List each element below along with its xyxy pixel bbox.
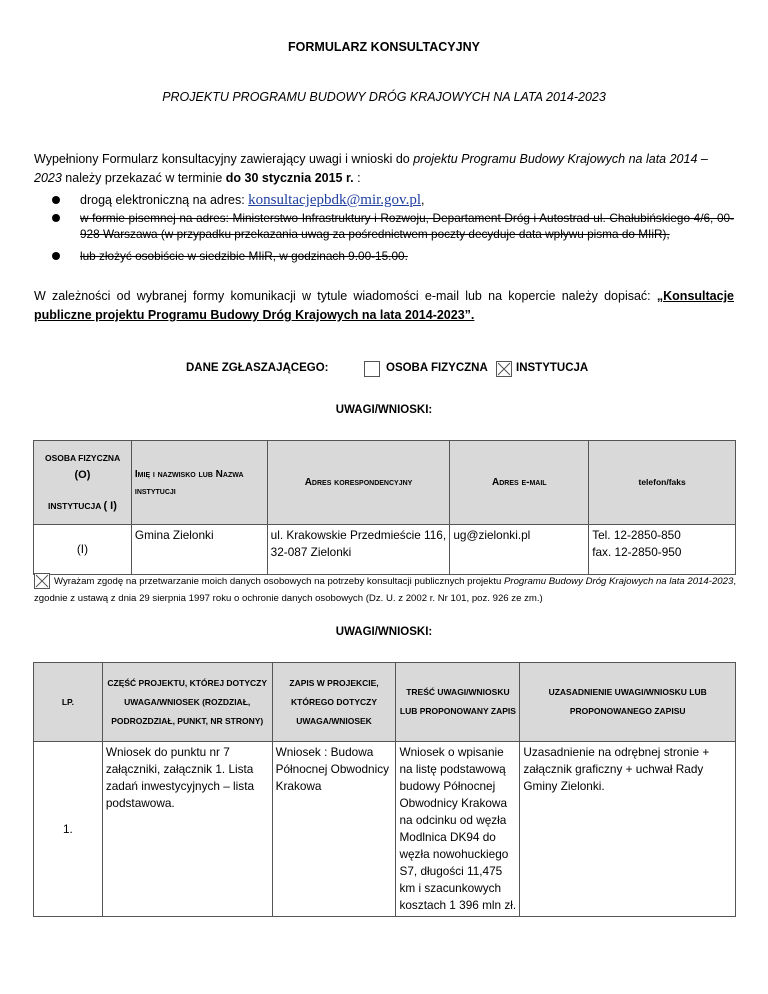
list-item: w formie pisemnej na adres: Ministerstwo Infrastruktury i Rozwoju, Departament Dróg i Autostrad ul. Chałubińskiego 4/6, 00-928 Warszawa (w przypadku przekazania uwag za pośrednictwem poczty decyduje data wpływu pisma do MIiR), — [52, 210, 734, 242]
cell-part: Wniosek do punktu nr 7 załączniki, załącznik 1. Lista zadań inwestycyjnych – lista podstawowa. — [102, 742, 272, 917]
submission-methods-list — [52, 192, 734, 266]
deadline: do 30 stycznia 2015 r. — [225, 171, 354, 185]
cell-justification: Uzasadnienie na odrębnej stronie + załącznik graficzny + uchwał Rady Gminy Zielonki. — [520, 742, 736, 917]
cell-name: Gmina Zielonki — [131, 525, 267, 575]
bullet-icon — [52, 252, 60, 260]
cell-email: ug@zielonki.pl — [450, 525, 589, 575]
comments-table — [33, 662, 736, 917]
section-title: UWAGI/WNIOSKI: — [335, 404, 433, 416]
header-record: ZAPIS W PROJEKCIE, KTÓREGO DOTYCZY UWAGA/WNIOSEK — [272, 663, 396, 742]
bullet-icon — [52, 214, 60, 222]
checkmark-x-icon — [497, 362, 511, 376]
cell-lp: 1. — [34, 742, 103, 917]
checkmark-x-icon — [35, 574, 49, 588]
applicant-label: DANE ZGŁASZAJĄCEGO: — [186, 362, 329, 374]
header-email: Adres e-mail — [450, 441, 589, 525]
bullet-icon — [52, 196, 60, 204]
header-address: Adres korespondencyjny — [267, 441, 450, 525]
table-row — [34, 525, 736, 575]
header-phone: telefon/faks — [589, 441, 736, 525]
section-title: UWAGI/WNIOSKI: — [335, 626, 433, 638]
consent-statement: Wyrażam zgodę na przetwarzanie moich danych osobowych na potrzeby konsultacji publicznych projektu Programu Budowy Dróg Krajowych na lata 2014-2023, zgodnie z ustawą z dnia 29 sierpnia 1997 roku o ochronie danych osobowych (Dz. U. z 2002 r. Nr 101, poz. 926 ze zm.) — [34, 573, 736, 607]
cell-phone: Tel. 12-2850-850 fax. 12-2850-950 — [589, 525, 736, 575]
header-type: OSOBA FIZYCZNA (O) INSTYTUCJA ( I) — [34, 441, 132, 525]
email-link[interactable]: konsultacjepbdk@mir.gov.pl — [248, 192, 421, 208]
osoba-fizyczna-label: OSOBA FIZYCZNA — [386, 362, 488, 374]
document-title: FORMULARZ KONSULTACYJNY — [288, 40, 480, 54]
table-header-row — [34, 441, 736, 525]
cell-address: ul. Krakowskie Przedmieście 116, 32-087 Zielonki — [267, 525, 450, 575]
list-item: drogą elektroniczną na adres: konsultacjepbdk@mir.gov.pl, — [52, 192, 734, 208]
osoba-fizyczna-checkbox[interactable] — [364, 361, 380, 377]
table-header-row — [34, 663, 736, 742]
table-row — [34, 742, 736, 917]
note-paragraph: W zależności od wybranej formy komunikacji w tytule wiadomości e-mail lub na kopercie należy dopisać: „Konsultacje publiczne projektu Programu Budowy Dróg Krajowych na lata 2014-2023”. — [34, 289, 734, 322]
header-name: Imię i nazwisko lub Nazwa instytucji — [131, 441, 267, 525]
applicant-table — [33, 440, 736, 575]
list-item: lub złożyć osobiście w siedzibie MIiR, w godzinach 9.00-15.00. — [52, 248, 734, 264]
header-lp: LP. — [34, 663, 103, 742]
cell-type: (I) — [34, 525, 132, 575]
cell-record: Wniosek : Budowa Północnej Obwodnicy Krakowa — [272, 742, 396, 917]
instytucja-checkbox[interactable] — [496, 361, 512, 377]
consent-checkbox[interactable] — [34, 573, 50, 589]
document-subtitle: PROJEKTU PROGRAMU BUDOWY DRÓG KRAJOWYCH NA LATA 2014-2023 — [162, 90, 606, 104]
instytucja-label: INSTYTUCJA — [516, 362, 589, 374]
header-content: TREŚĆ UWAGI/WNIOSKU LUB PROPONOWANY ZAPIS — [396, 663, 520, 742]
intro-paragraph: Wypełniony Formularz konsultacyjny zawierający uwagi i wnioski do projektu Programu Budowy Krajowych na lata 2014 – 2023 należy przekazać w terminie do 30 stycznia 2015 r. : — [34, 152, 708, 185]
header-part: CZĘŚĆ PROJEKTU, KTÓREJ DOTYCZY UWAGA/WNIOSEK (ROZDZIAŁ, PODROZDZIAŁ, PUNKT, NR STRONY) — [102, 663, 272, 742]
cell-content: Wniosek o wpisanie na listę podstawową budowy Północnej Obwodnicy Krakowa na odcinku od węzła Modlnica DK94 do węzła nowohuckiego S7, długości 11,475 km i szacunkowych kosztach 1 396 mln zł. — [396, 742, 520, 917]
header-justification: UZASADNIENIE UWAGI/WNIOSKU LUB PROPONOWANEGO ZAPISU — [520, 663, 736, 742]
